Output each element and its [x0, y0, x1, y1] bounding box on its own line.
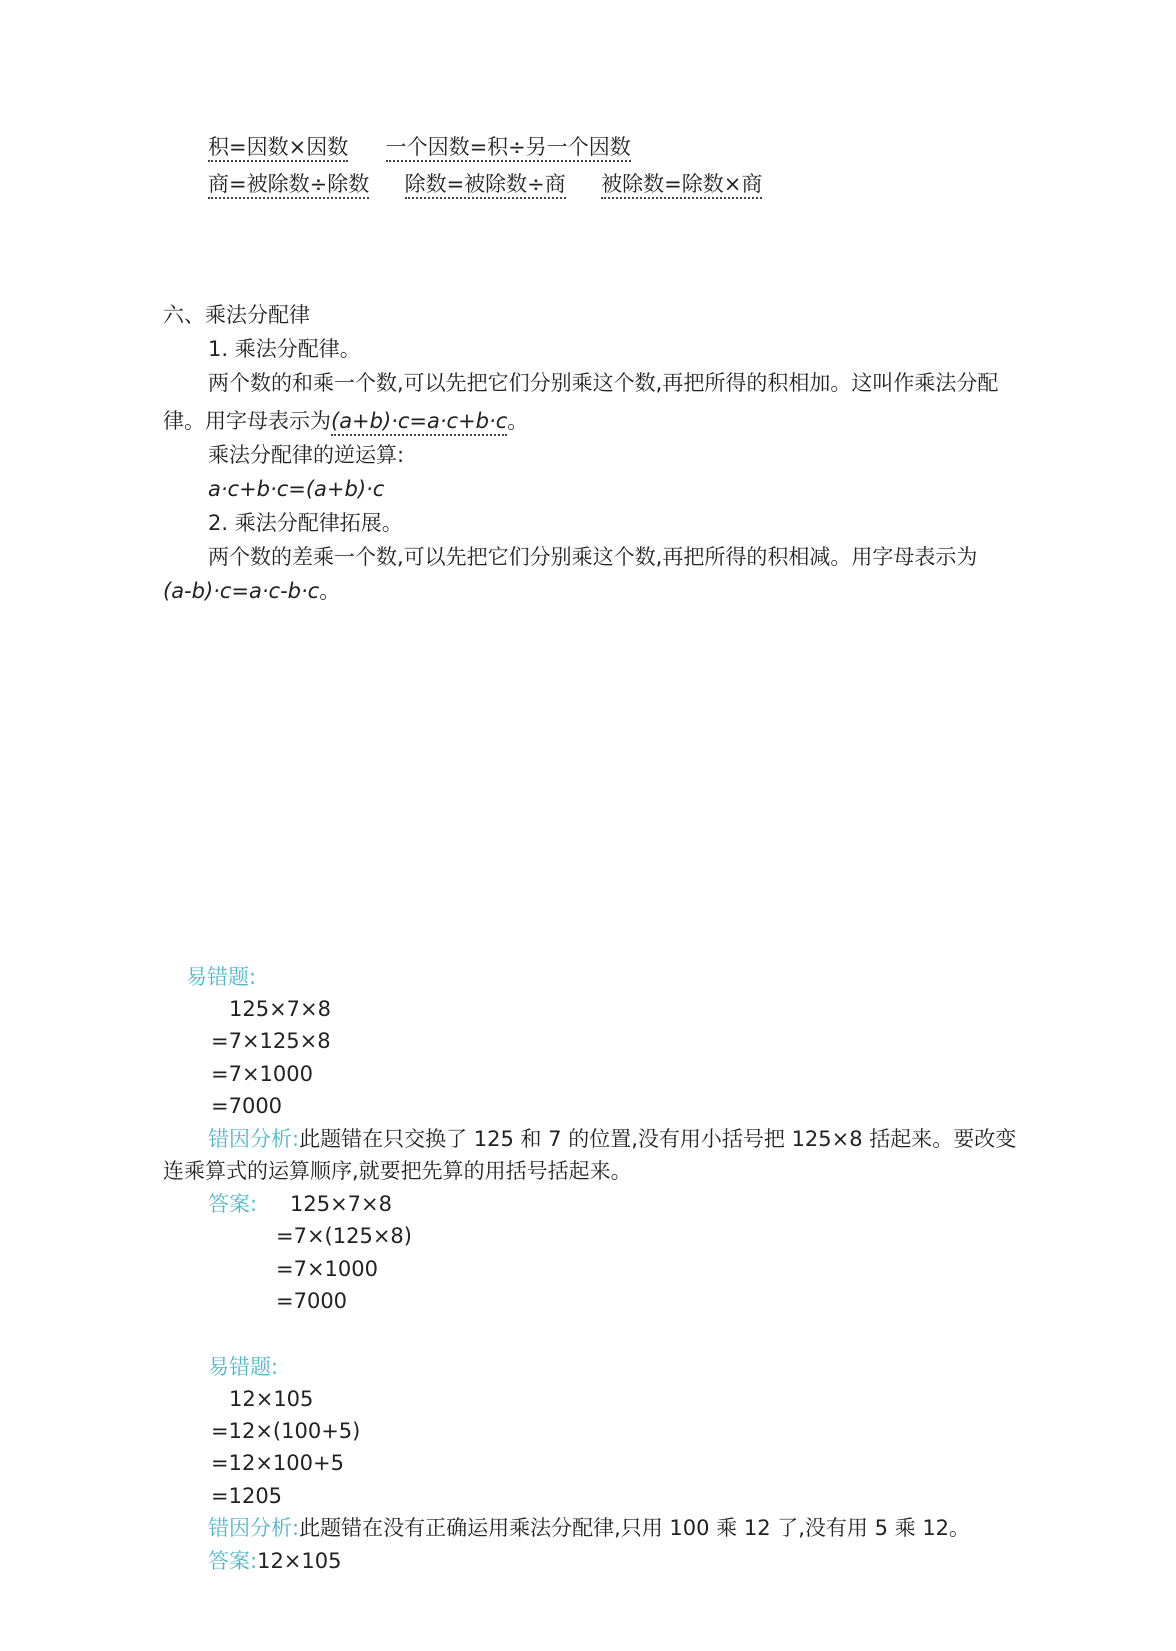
mistake-1-answer-step-2: =7×(125×8) — [276, 1224, 412, 1248]
mistake-2-label: 易错题: — [208, 1355, 279, 1379]
formula-product: 积=因数×因数 — [208, 135, 348, 162]
paragraph-2-line-2 — [163, 576, 340, 606]
subheading-2: 2. 乘法分配律拓展。 — [208, 511, 403, 535]
mistake-1-step-2: =7×125×8 — [211, 1029, 331, 1053]
paragraph-1-line-2 — [163, 406, 528, 436]
formula-dividend: 被除数=除数×商 — [601, 172, 762, 199]
formula-factor: 一个因数=积÷另一个因数 — [386, 135, 631, 162]
formula-line-2 — [208, 169, 762, 199]
paragraph-2-end: 。 — [319, 579, 341, 603]
mistake-1-analysis-line-2: 连乘算式的运算顺序,就要把先算的用括号括起来。 — [163, 1159, 632, 1183]
difference-formula: (a-b)·c=a·c-b·c — [163, 579, 320, 603]
paragraph-1-text: 律。用字母表示为 — [163, 409, 331, 433]
mistake-2-step-2: =12×(100+5) — [211, 1419, 361, 1443]
paragraph-1-line-1: 两个数的和乘一个数,可以先把它们分别乘这个数,再把所得的积相加。这叫作乘法分配 — [208, 371, 999, 395]
mistake-1-analysis-label: 错因分析: — [208, 1127, 300, 1151]
formula-quotient: 商=被除数÷除数 — [208, 172, 369, 199]
section-heading: 六、乘法分配律 — [163, 303, 310, 327]
mistake-1-step-1: 125×7×8 — [229, 997, 331, 1021]
subheading-1: 1. 乘法分配律。 — [208, 337, 361, 361]
paragraph-2-line-1: 两个数的差乘一个数,可以先把它们分别乘这个数,再把所得的积相减。用字母表示为 — [208, 545, 978, 569]
inverse-label: 乘法分配律的逆运算: — [208, 443, 405, 467]
mistake-1-answer-label: 答案: — [208, 1192, 258, 1216]
mistake-2-answer-step-1: 12×105 — [257, 1549, 342, 1573]
mistake-2-step-4: =1205 — [211, 1484, 283, 1508]
mistake-2-analysis — [208, 1513, 970, 1543]
paragraph-1-end: 。 — [507, 409, 529, 433]
mistake-1-step-4: =7000 — [211, 1094, 283, 1118]
mistake-1-label: 易错题: — [186, 965, 257, 989]
formula-divisor: 除数=被除数÷商 — [405, 172, 566, 199]
mistake-1-analysis-text: 此题错在只交换了 125 和 7 的位置,没有用小括号把 125×8 括起来。要改变 — [299, 1127, 1017, 1151]
mistake-2-analysis-label: 错因分析: — [208, 1516, 300, 1540]
mistake-1-answer-step-1: 125×7×8 — [290, 1192, 392, 1216]
mistake-2-step-3: =12×100+5 — [211, 1451, 344, 1475]
mistake-2-analysis-text: 此题错在没有正确运用乘法分配律,只用 100 乘 12 了,没有用 5 乘 12。 — [299, 1516, 971, 1540]
distributive-formula: (a+b)·c=a·c+b·c — [331, 409, 507, 436]
mistake-2-answer — [208, 1546, 341, 1576]
mistake-2-answer-label: 答案: — [208, 1549, 258, 1573]
mistake-1-step-3: =7×1000 — [211, 1062, 313, 1086]
inverse-formula: a·c+b·c=(a+b)·c — [208, 477, 385, 501]
mistake-1-answer-step-3: =7×1000 — [276, 1257, 378, 1281]
formula-line-1 — [208, 132, 631, 162]
mistake-1-analysis — [208, 1124, 1016, 1154]
mistake-2-step-1: 12×105 — [229, 1387, 314, 1411]
mistake-1-answer-step-4: =7000 — [276, 1289, 348, 1313]
